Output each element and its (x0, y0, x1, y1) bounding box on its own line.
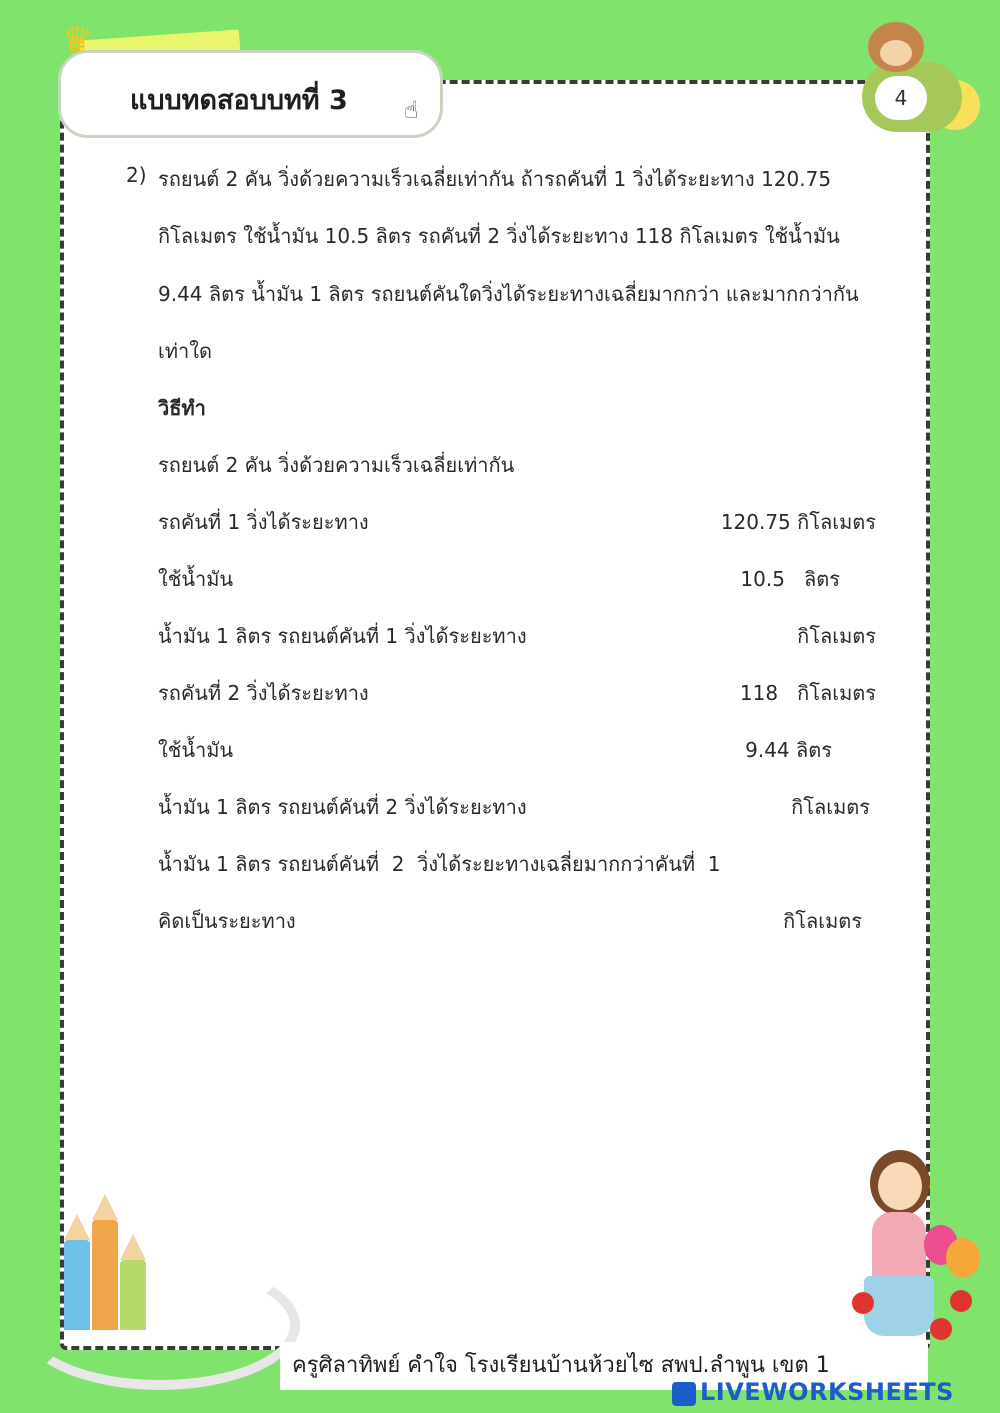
flower-red-icon (852, 1292, 874, 1314)
pencil-tip-icon (120, 1234, 146, 1260)
problem-line: เท่าใด (158, 339, 213, 363)
pencil-tip-icon (92, 1194, 118, 1220)
solution-intro: รถยนต์ 2 คัน วิ่งด้วยความเร็วเฉลี่ยเท่ากัน (158, 453, 515, 477)
balloon-orange-icon (946, 1238, 980, 1278)
solution-row-label: รถคันที่ 1 วิ่งได้ระยะทาง (158, 510, 369, 534)
solution-row-value: 120.75 กิโลเมตร (720, 510, 876, 534)
page-title: แบบทดสอบบทที่ 3 (130, 85, 348, 116)
teacher-face-icon (878, 1162, 922, 1210)
hand-pointer-icon: ☝ (404, 96, 419, 124)
solution-row-label: น้ำมัน 1 ลิตร รถยนต์คันที่ 2 วิ่งได้ระยะทาง (158, 795, 527, 819)
solution-row-label: ใช้น้ำมัน (158, 738, 234, 762)
solution-row-value: 10.5 ลิตร (740, 567, 840, 591)
solution-row-value: กิโลเมตร (791, 795, 870, 819)
solution-row-label: รถคันที่ 2 วิ่งได้ระยะทาง (158, 681, 369, 705)
solution-row-label: น้ำมัน 1 ลิตร รถยนต์คันที่ 2 วิ่งได้ระยะทางเฉลี่ยมากกว่าคันที่ 1 (158, 852, 721, 876)
pencil-tip-icon (64, 1214, 90, 1240)
problem-line: รถยนต์ 2 คัน วิ่งด้วยความเร็วเฉลี่ยเท่ากัน ถ้ารถคันที่ 1 วิ่งได้ระยะทาง 120.75 (158, 167, 832, 191)
solution-row-label: คิดเป็นระยะทาง (158, 909, 296, 933)
pencil-blue-icon (64, 1240, 90, 1330)
footer-credit: ครูศิลาทิพย์ คำใจ โรงเรียนบ้านห้วยไซ สพป.ลำพูน เขต 1 (280, 1342, 928, 1390)
teacher-skirt-icon (864, 1276, 934, 1336)
worksheet-frame (60, 80, 930, 1350)
flower-red-icon (930, 1318, 952, 1340)
teacher-body-icon (872, 1212, 926, 1282)
pencil-orange-icon (92, 1220, 118, 1330)
page-number: 4 (875, 76, 927, 120)
problem-line: 9.44 ลิตร น้ำมัน 1 ลิตร รถยนต์คันใดวิ่งได้ระยะทางเฉลี่ยมากกว่า และมากกว่ากัน (158, 282, 859, 306)
liveworksheets-logo-icon (672, 1382, 696, 1406)
solution-row-value: กิโลเมตร (797, 624, 876, 648)
crown-icon: ♛ (62, 20, 93, 60)
problem-line: กิโลเมตร ใช้น้ำมัน 10.5 ลิตร รถคันที่ 2 วิ่งได้ระยะทาง 118 กิโลเมตร ใช้น้ำมัน (158, 224, 840, 248)
liveworksheets-brand[interactable]: LIVEWORKSHEETS (700, 1378, 954, 1406)
solution-heading: วิธีทำ (158, 396, 206, 420)
problem-number: 2) (126, 163, 147, 187)
road-decoration-icon (20, 1260, 300, 1390)
solution-row-value: 118 กิโลเมตร (739, 681, 876, 705)
pencil-green-icon (120, 1260, 146, 1330)
monkey-face-icon (880, 40, 912, 66)
solution-row-value: 9.44 ลิตร (745, 738, 832, 762)
solution-row-value: กิโลเมตร (783, 909, 862, 933)
solution-row-label: น้ำมัน 1 ลิตร รถยนต์คันที่ 1 วิ่งได้ระยะทาง (158, 624, 527, 648)
solution-row-label: ใช้น้ำมัน (158, 567, 234, 591)
flower-red-icon (950, 1290, 972, 1312)
